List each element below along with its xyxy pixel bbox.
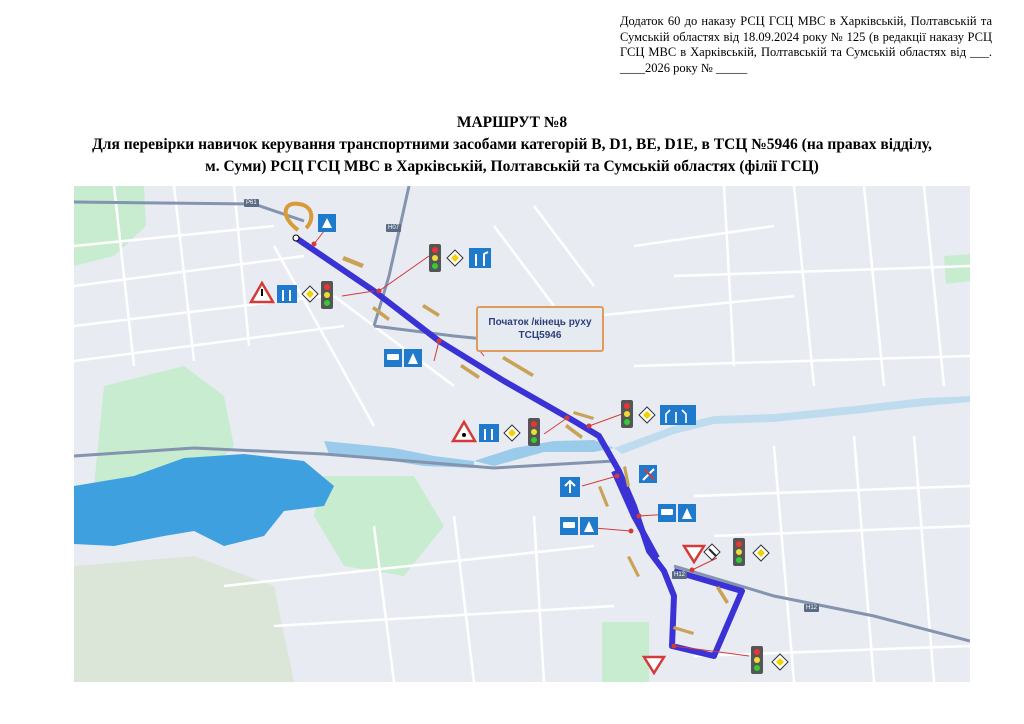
one-way-sign-icon: [560, 477, 580, 497]
bus-stop-sign-icon: [384, 349, 402, 367]
road-label: H12: [806, 605, 818, 611]
bus-stop-sign-icon: [658, 504, 676, 522]
lane-direction-sign-icon: [469, 248, 491, 268]
route-map: [74, 186, 970, 682]
traffic-light-icon: [429, 244, 441, 272]
route-map-svg: [74, 186, 970, 682]
traffic-light-icon: [733, 538, 745, 566]
start-point-marker: [293, 235, 299, 241]
traffic-light-icon: [751, 646, 763, 674]
road-label: H07: [388, 225, 400, 231]
appendix-note: [620, 14, 992, 76]
callout-text: Початок /кінець руху ТСЦ5946: [488, 317, 592, 341]
pedestrian-crossing-sign-icon: [318, 214, 336, 232]
document-title: [40, 112, 984, 178]
pedestrian-crossing-sign-icon: [678, 504, 696, 522]
pedestrian-crossing-sign-icon: [580, 517, 598, 535]
traffic-light-icon: [528, 418, 540, 446]
lane-direction-sign-icon: [277, 285, 297, 303]
lane-direction-sign-icon: [479, 424, 499, 442]
route-number-heading: МАРШРУТ №8: [456, 114, 568, 131]
route-description-line-1: Для перевірки навичок керування транспортними засобами категорій B, D1, BE, D1E, в ТСЦ №5946 (на правах відділу,: [92, 136, 932, 153]
appendix-note-text: Додаток 60 до наказу РСЦ ГСЦ МВС в Харківській, Полтавській та Сумській областях від 18.09.2024 року № 125 (в редакції наказу РСЦ ГСЦ МВС в Харківській, Полтавській та Сумській областях від ___. ____2026 року № _____: [620, 14, 992, 75]
start-end-callout: [476, 306, 604, 352]
road-label: P61: [246, 200, 257, 206]
route-description-line-2: м. Суми) РСЦ ГСЦ МВС в Харківській, Полтавській та Сумській областях (філії ГСЦ): [205, 158, 819, 175]
park-area: [944, 254, 970, 284]
bus-stop-sign-icon: [560, 517, 578, 535]
pedestrian-crossing-sign-icon: [404, 349, 422, 367]
park-area: [602, 622, 649, 682]
one-way-sign-icon: [639, 465, 657, 483]
traffic-light-icon: [321, 281, 333, 309]
lane-direction-sign-icon: [660, 405, 696, 425]
road-label: H12: [674, 572, 686, 578]
traffic-light-icon: [621, 400, 633, 428]
